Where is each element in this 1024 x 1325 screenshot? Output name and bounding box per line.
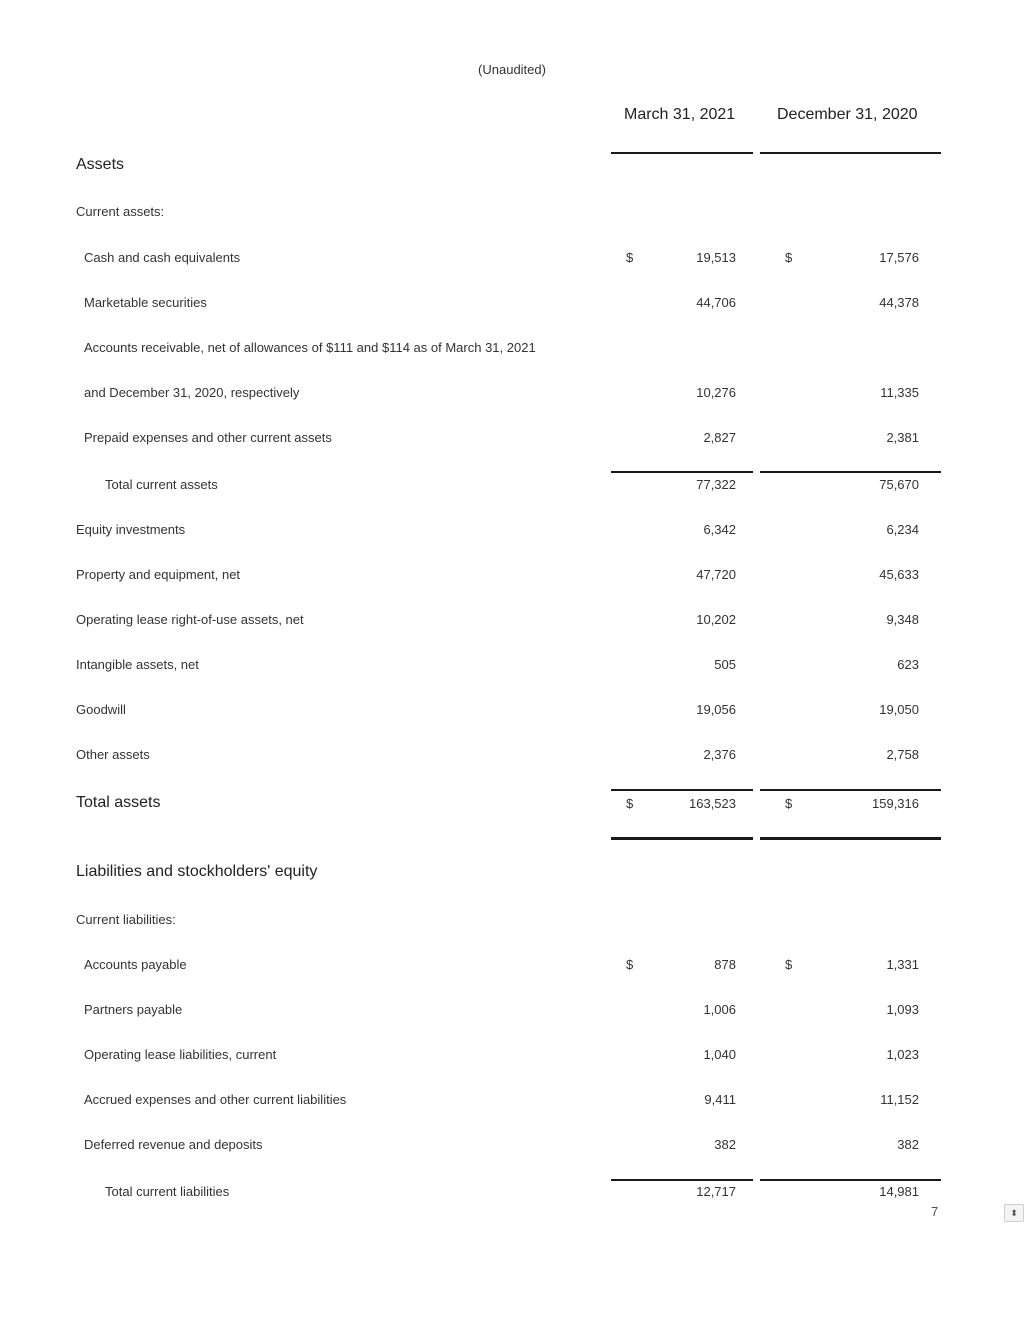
value-goodwill-2021: 19,056 (696, 702, 736, 717)
value-equity-2021: 6,342 (703, 522, 736, 537)
currency-symbol: $ (626, 250, 634, 265)
subtotal-rule-col1 (611, 471, 753, 473)
row-label-total-current-assets: Total current assets (105, 477, 218, 492)
value-equity-2020: 6,234 (886, 522, 919, 537)
value-oll-2020: 1,023 (886, 1047, 919, 1062)
subtotal-liabilities-rule-col2 (760, 1179, 941, 1181)
double-rule-col2 (760, 837, 941, 840)
value-receivable-2021: 10,276 (696, 385, 736, 400)
currency-symbol: $ (626, 796, 634, 811)
value-prepaid-2020: 2,381 (886, 430, 919, 445)
row-label-equity-investments: Equity investments (76, 522, 186, 537)
currency-symbol: $ (785, 957, 793, 972)
header-rule-col2 (760, 152, 941, 154)
value-oll-2021: 1,040 (703, 1047, 736, 1062)
value-ap-2020: 1,331 (886, 957, 919, 972)
value-ap-2021: 878 (714, 957, 736, 972)
currency-symbol: $ (785, 250, 793, 265)
header-rule-col1 (611, 152, 753, 154)
row-label-property-equipment: Property and equipment, net (76, 567, 241, 582)
unaudited-label: (Unaudited) (478, 62, 546, 77)
value-cash-2021: 19,513 (696, 250, 736, 265)
value-accrued-2020: 11,152 (880, 1092, 919, 1107)
row-label-marketable-securities: Marketable securities (84, 295, 207, 310)
value-total-assets-2020: 159,316 (872, 796, 919, 811)
subtotal-liabilities-rule-col1 (611, 1179, 753, 1181)
value-pp-2021: 1,006 (703, 1002, 736, 1017)
value-total-current-assets-2021: 77,322 (696, 477, 736, 492)
section-title-assets: Assets (76, 156, 125, 173)
value-deferred-2020: 382 (897, 1137, 919, 1152)
value-intangible-2021: 505 (714, 657, 736, 672)
value-goodwill-2020: 19,050 (879, 702, 919, 717)
row-label-partners-payable: Partners payable (84, 1002, 183, 1017)
row-label-total-assets: Total assets (76, 794, 161, 811)
section-title-liabilities: Liabilities and stockholders' equity (76, 863, 318, 880)
currency-symbol: $ (785, 796, 793, 811)
column-header-december-2020: December 31, 2020 (777, 106, 918, 123)
row-label-accounts-payable: Accounts payable (84, 957, 187, 972)
row-label-total-current-liabilities: Total current liabilities (105, 1184, 230, 1199)
value-olr-2020: 9,348 (886, 612, 919, 627)
value-other-assets-2021: 2,376 (703, 747, 736, 762)
value-prepaid-2021: 2,827 (703, 430, 736, 445)
row-label-other-assets: Other assets (76, 747, 150, 762)
value-marketable-2021: 44,706 (696, 295, 736, 310)
value-other-assets-2020: 2,758 (886, 747, 919, 762)
value-marketable-2020: 44,378 (879, 295, 919, 310)
value-total-assets-2021: 163,523 (689, 796, 736, 811)
value-total-current-assets-2020: 75,670 (879, 477, 919, 492)
subtotal-rule-col2 (760, 471, 941, 473)
value-deferred-2021: 382 (714, 1137, 736, 1152)
value-ppe-2020: 45,633 (879, 567, 919, 582)
row-label-accounts-receivable-line1: Accounts receivable, net of allowances of $111 and $114 as of March 31, 2021 (84, 340, 536, 355)
value-receivable-2020: 11,335 (880, 385, 919, 400)
value-tcl-2021: 12,717 (696, 1184, 736, 1199)
row-label-prepaid-expenses: Prepaid expenses and other current assets (84, 430, 332, 445)
row-label-operating-lease-assets: Operating lease right-of-use assets, net (76, 612, 304, 627)
row-label-cash: Cash and cash equivalents (84, 250, 241, 265)
total-assets-rule-col1 (611, 789, 753, 791)
page-scroll-control[interactable]: ⬍ (1004, 1204, 1024, 1222)
row-label-deferred-revenue: Deferred revenue and deposits (84, 1137, 263, 1152)
row-label-operating-lease-liabilities: Operating lease liabilities, current (84, 1047, 277, 1062)
column-header-march-2021: March 31, 2021 (624, 106, 736, 123)
value-cash-2020: 17,576 (879, 250, 919, 265)
row-label-goodwill: Goodwill (76, 702, 126, 717)
double-rule-col1 (611, 837, 753, 840)
value-olr-2021: 10,202 (696, 612, 736, 627)
row-label-accounts-receivable-line2: and December 31, 2020, respectively (84, 385, 300, 400)
value-pp-2020: 1,093 (886, 1002, 919, 1017)
value-ppe-2021: 47,720 (696, 567, 736, 582)
value-tcl-2020: 14,981 (879, 1184, 919, 1199)
subsection-current-liabilities: Current liabilities: (76, 912, 176, 927)
total-assets-rule-col2 (760, 789, 941, 791)
value-accrued-2021: 9,411 (704, 1092, 736, 1107)
value-intangible-2020: 623 (897, 657, 919, 672)
page-number: 7 (931, 1204, 939, 1219)
currency-symbol: $ (626, 957, 634, 972)
subsection-current-assets: Current assets: (76, 204, 165, 219)
row-label-accrued-expenses: Accrued expenses and other current liabilities (84, 1092, 347, 1107)
row-label-intangible-assets: Intangible assets, net (76, 657, 199, 672)
